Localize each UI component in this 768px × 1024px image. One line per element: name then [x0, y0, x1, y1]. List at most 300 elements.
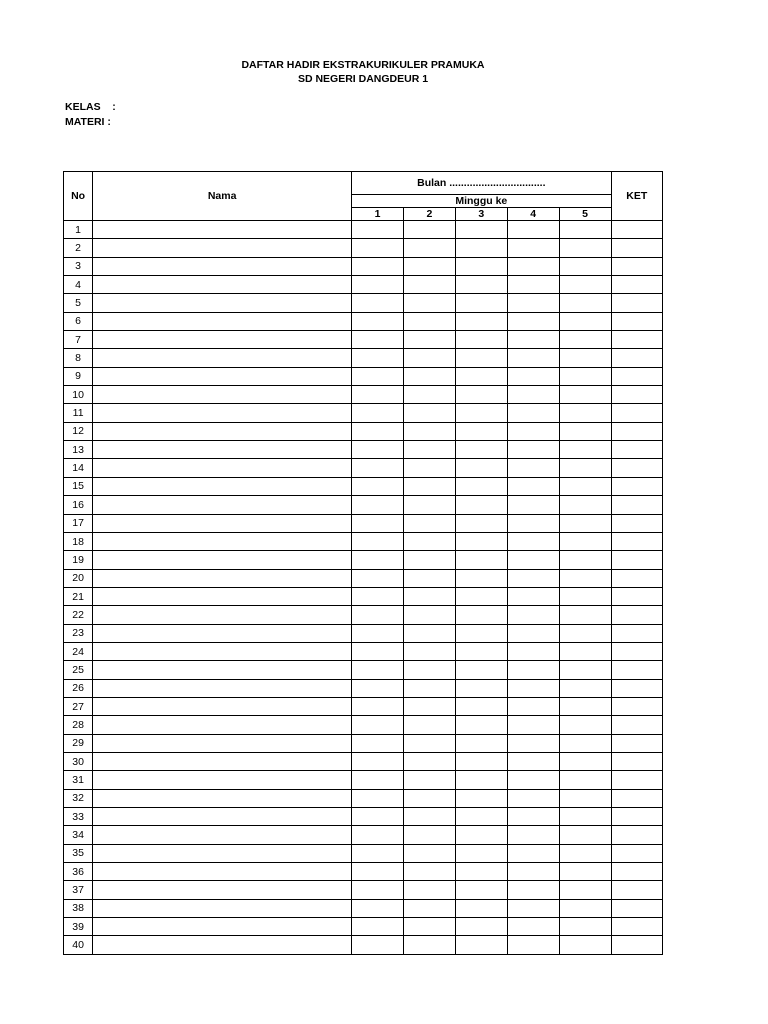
ket-cell [611, 624, 662, 642]
week-cell [559, 441, 611, 459]
week-cell [455, 441, 507, 459]
ket-cell [611, 642, 662, 660]
ket-cell [611, 587, 662, 605]
week-cell [559, 844, 611, 862]
week-cell [559, 496, 611, 514]
week-cell [455, 404, 507, 422]
table-row [64, 569, 663, 587]
week-cell [403, 221, 455, 239]
week-cell [559, 808, 611, 826]
row-number: 9 [64, 367, 93, 385]
week-cell [352, 863, 404, 881]
week-cell [455, 752, 507, 770]
week-cell [507, 349, 559, 367]
week-cell [455, 661, 507, 679]
ket-cell [611, 771, 662, 789]
week-cell [403, 789, 455, 807]
table-row [64, 294, 663, 312]
week-cell [507, 642, 559, 660]
week-cell [559, 276, 611, 294]
week-cell [455, 844, 507, 862]
week-cell [352, 367, 404, 385]
ket-cell [611, 514, 662, 532]
ket-cell [611, 239, 662, 257]
week-cell [507, 239, 559, 257]
week-cell [352, 349, 404, 367]
ket-cell [611, 221, 662, 239]
week-cell [559, 587, 611, 605]
week-cell [352, 661, 404, 679]
week-cell [507, 441, 559, 459]
week-cell [455, 257, 507, 275]
week-cell [352, 881, 404, 899]
week-cell [507, 569, 559, 587]
table-row [64, 496, 663, 514]
ket-cell [611, 496, 662, 514]
week-cell [507, 331, 559, 349]
week-cell [455, 679, 507, 697]
week-cell [352, 221, 404, 239]
table-row [64, 752, 663, 770]
table-row [64, 661, 663, 679]
ket-cell [611, 459, 662, 477]
nama-cell [93, 459, 352, 477]
header-bulan: Bulan ................................. [352, 172, 611, 195]
row-number: 4 [64, 276, 93, 294]
nama-cell [93, 587, 352, 605]
week-cell [403, 422, 455, 440]
week-cell [559, 716, 611, 734]
ket-cell [611, 716, 662, 734]
week-cell [352, 789, 404, 807]
ket-cell [611, 936, 662, 954]
ket-cell [611, 899, 662, 917]
row-number: 10 [64, 386, 93, 404]
week-cell [455, 771, 507, 789]
week-cell [507, 881, 559, 899]
week-cell [507, 276, 559, 294]
ket-cell [611, 752, 662, 770]
week-cell [403, 477, 455, 495]
nama-cell [93, 477, 352, 495]
week-cell [352, 606, 404, 624]
nama-cell [93, 863, 352, 881]
week-cell [403, 257, 455, 275]
row-number: 33 [64, 808, 93, 826]
week-cell [559, 404, 611, 422]
row-number: 23 [64, 624, 93, 642]
table-row [64, 587, 663, 605]
row-number: 2 [64, 239, 93, 257]
table-row [64, 808, 663, 826]
week-cell [352, 808, 404, 826]
document-title: DAFTAR HADIR EKSTRAKURIKULER PRAMUKA [241, 59, 485, 71]
row-number: 37 [64, 881, 93, 899]
ket-cell [611, 276, 662, 294]
header-week-4: 4 [507, 208, 559, 221]
row-number: 15 [64, 477, 93, 495]
week-cell [352, 899, 404, 917]
row-number: 17 [64, 514, 93, 532]
ket-cell [611, 606, 662, 624]
week-cell [352, 257, 404, 275]
week-cell [507, 863, 559, 881]
week-cell [559, 386, 611, 404]
nama-cell [93, 936, 352, 954]
week-cell [403, 569, 455, 587]
header-ket: KET [611, 172, 662, 221]
week-cell [403, 771, 455, 789]
row-number: 12 [64, 422, 93, 440]
week-cell [559, 239, 611, 257]
week-cell [403, 331, 455, 349]
week-cell [559, 624, 611, 642]
ket-cell [611, 551, 662, 569]
week-cell [507, 899, 559, 917]
week-cell [559, 789, 611, 807]
ket-cell [611, 422, 662, 440]
nama-cell [93, 771, 352, 789]
week-cell [455, 331, 507, 349]
nama-cell [93, 697, 352, 715]
nama-cell [93, 367, 352, 385]
nama-cell [93, 734, 352, 752]
header-week-3: 3 [455, 208, 507, 221]
week-cell [559, 532, 611, 550]
week-cell [403, 826, 455, 844]
week-cell [352, 844, 404, 862]
week-cell [352, 918, 404, 936]
nama-cell [93, 349, 352, 367]
week-cell [352, 716, 404, 734]
nama-cell [93, 221, 352, 239]
ket-cell [611, 697, 662, 715]
nama-cell [93, 642, 352, 660]
week-cell [507, 826, 559, 844]
week-cell [507, 716, 559, 734]
ket-cell [611, 532, 662, 550]
week-cell [403, 734, 455, 752]
week-cell [559, 221, 611, 239]
table-row [64, 477, 663, 495]
week-cell [403, 863, 455, 881]
week-cell [352, 404, 404, 422]
week-cell [455, 569, 507, 587]
week-cell [507, 606, 559, 624]
ket-cell [611, 367, 662, 385]
nama-cell [93, 276, 352, 294]
table-row [64, 624, 663, 642]
week-cell [455, 477, 507, 495]
week-cell [403, 367, 455, 385]
row-number: 40 [64, 936, 93, 954]
table-row [64, 789, 663, 807]
table-row [64, 734, 663, 752]
week-cell [559, 752, 611, 770]
week-cell [455, 899, 507, 917]
week-cell [403, 386, 455, 404]
week-cell [352, 587, 404, 605]
row-number: 25 [64, 661, 93, 679]
week-cell [403, 587, 455, 605]
week-cell [403, 661, 455, 679]
week-cell [507, 477, 559, 495]
week-cell [403, 918, 455, 936]
week-cell [352, 936, 404, 954]
week-cell [352, 771, 404, 789]
week-cell [559, 349, 611, 367]
week-cell [352, 734, 404, 752]
week-cell [507, 661, 559, 679]
week-cell [352, 514, 404, 532]
nama-cell [93, 808, 352, 826]
week-cell [403, 606, 455, 624]
ket-cell [611, 789, 662, 807]
attendance-table [63, 171, 663, 955]
row-number: 38 [64, 899, 93, 917]
week-cell [507, 312, 559, 330]
row-number: 29 [64, 734, 93, 752]
week-cell [559, 551, 611, 569]
nama-cell [93, 661, 352, 679]
week-cell [455, 624, 507, 642]
table-row [64, 881, 663, 899]
week-cell [507, 294, 559, 312]
week-cell [507, 679, 559, 697]
week-cell [455, 918, 507, 936]
week-cell [507, 404, 559, 422]
nama-cell [93, 881, 352, 899]
week-cell [455, 734, 507, 752]
nama-cell [93, 496, 352, 514]
week-cell [507, 532, 559, 550]
nama-cell [93, 551, 352, 569]
week-cell [403, 312, 455, 330]
week-cell [403, 716, 455, 734]
ket-cell [611, 294, 662, 312]
week-cell [559, 826, 611, 844]
week-cell [455, 606, 507, 624]
row-number: 11 [64, 404, 93, 422]
ket-cell [611, 826, 662, 844]
week-cell [455, 826, 507, 844]
header-week-5: 5 [559, 208, 611, 221]
header-minggu: Minggu ke [352, 195, 611, 208]
row-number: 8 [64, 349, 93, 367]
week-cell [559, 697, 611, 715]
week-cell [403, 532, 455, 550]
week-cell [559, 477, 611, 495]
week-cell [403, 239, 455, 257]
row-number: 28 [64, 716, 93, 734]
row-number: 31 [64, 771, 93, 789]
week-cell [403, 441, 455, 459]
week-cell [403, 514, 455, 532]
nama-cell [93, 331, 352, 349]
week-cell [352, 459, 404, 477]
week-cell [403, 642, 455, 660]
row-number: 20 [64, 569, 93, 587]
table-row [64, 679, 663, 697]
week-cell [455, 496, 507, 514]
week-cell [455, 239, 507, 257]
nama-cell [93, 716, 352, 734]
row-number: 32 [64, 789, 93, 807]
ket-cell [611, 312, 662, 330]
week-cell [455, 422, 507, 440]
materi-label: MATERI : [65, 116, 111, 128]
table-row [64, 422, 663, 440]
table-row [64, 771, 663, 789]
table-row [64, 221, 663, 239]
school-name: SD NEGERI DANGDEUR 1 [297, 73, 429, 85]
table-row [64, 918, 663, 936]
week-cell [352, 679, 404, 697]
week-cell [559, 936, 611, 954]
row-number: 1 [64, 221, 93, 239]
week-cell [403, 679, 455, 697]
week-cell [559, 899, 611, 917]
week-cell [559, 863, 611, 881]
nama-cell [93, 606, 352, 624]
ket-cell [611, 257, 662, 275]
ket-cell [611, 349, 662, 367]
nama-cell [93, 386, 352, 404]
table-row [64, 697, 663, 715]
row-number: 22 [64, 606, 93, 624]
week-cell [507, 752, 559, 770]
ket-cell [611, 734, 662, 752]
table-row [64, 606, 663, 624]
table-row [64, 863, 663, 881]
week-cell [455, 551, 507, 569]
table-row [64, 844, 663, 862]
week-cell [559, 661, 611, 679]
week-cell [403, 459, 455, 477]
week-cell [507, 221, 559, 239]
nama-cell [93, 514, 352, 532]
week-cell [455, 312, 507, 330]
week-cell [403, 844, 455, 862]
week-cell [403, 551, 455, 569]
week-cell [559, 257, 611, 275]
week-cell [559, 514, 611, 532]
nama-cell [93, 532, 352, 550]
header-week-1: 1 [352, 208, 404, 221]
week-cell [352, 826, 404, 844]
week-cell [507, 386, 559, 404]
table-row [64, 459, 663, 477]
week-cell [507, 771, 559, 789]
nama-cell [93, 624, 352, 642]
week-cell [507, 422, 559, 440]
week-cell [507, 918, 559, 936]
nama-cell [93, 826, 352, 844]
week-cell [352, 441, 404, 459]
table-row [64, 899, 663, 917]
week-cell [507, 808, 559, 826]
week-cell [559, 679, 611, 697]
week-cell [559, 312, 611, 330]
ket-cell [611, 679, 662, 697]
week-cell [559, 367, 611, 385]
ket-cell [611, 918, 662, 936]
week-cell [455, 367, 507, 385]
week-cell [352, 312, 404, 330]
week-cell [403, 294, 455, 312]
week-cell [352, 697, 404, 715]
row-number: 16 [64, 496, 93, 514]
week-cell [352, 752, 404, 770]
ket-cell [611, 386, 662, 404]
week-cell [403, 404, 455, 422]
row-number: 21 [64, 587, 93, 605]
table-row [64, 642, 663, 660]
row-number: 24 [64, 642, 93, 660]
ket-cell [611, 569, 662, 587]
week-cell [559, 918, 611, 936]
ket-cell [611, 404, 662, 422]
week-cell [455, 294, 507, 312]
week-cell [507, 551, 559, 569]
week-cell [507, 844, 559, 862]
kelas-label: KELAS : [65, 101, 116, 113]
week-cell [507, 514, 559, 532]
week-cell [507, 697, 559, 715]
nama-cell [93, 569, 352, 587]
nama-cell [93, 441, 352, 459]
week-cell [403, 624, 455, 642]
week-cell [403, 496, 455, 514]
week-cell [352, 276, 404, 294]
week-cell [507, 734, 559, 752]
nama-cell [93, 422, 352, 440]
row-number: 19 [64, 551, 93, 569]
table-row [64, 936, 663, 954]
week-cell [455, 514, 507, 532]
week-cell [352, 642, 404, 660]
table-row [64, 349, 663, 367]
week-cell [507, 789, 559, 807]
ket-cell [611, 441, 662, 459]
week-cell [559, 881, 611, 899]
table-row [64, 367, 663, 385]
week-cell [403, 752, 455, 770]
week-cell [559, 734, 611, 752]
table-row [64, 239, 663, 257]
nama-cell [93, 844, 352, 862]
table-row [64, 404, 663, 422]
row-number: 3 [64, 257, 93, 275]
nama-cell [93, 294, 352, 312]
week-cell [559, 642, 611, 660]
week-cell [559, 606, 611, 624]
week-cell [559, 422, 611, 440]
header-no: No [64, 172, 93, 221]
row-number: 5 [64, 294, 93, 312]
week-cell [455, 459, 507, 477]
week-cell [455, 881, 507, 899]
table-row [64, 514, 663, 532]
week-cell [507, 367, 559, 385]
week-cell [352, 532, 404, 550]
nama-cell [93, 899, 352, 917]
week-cell [455, 789, 507, 807]
week-cell [455, 386, 507, 404]
week-cell [455, 587, 507, 605]
row-number: 35 [64, 844, 93, 862]
ket-cell [611, 844, 662, 862]
